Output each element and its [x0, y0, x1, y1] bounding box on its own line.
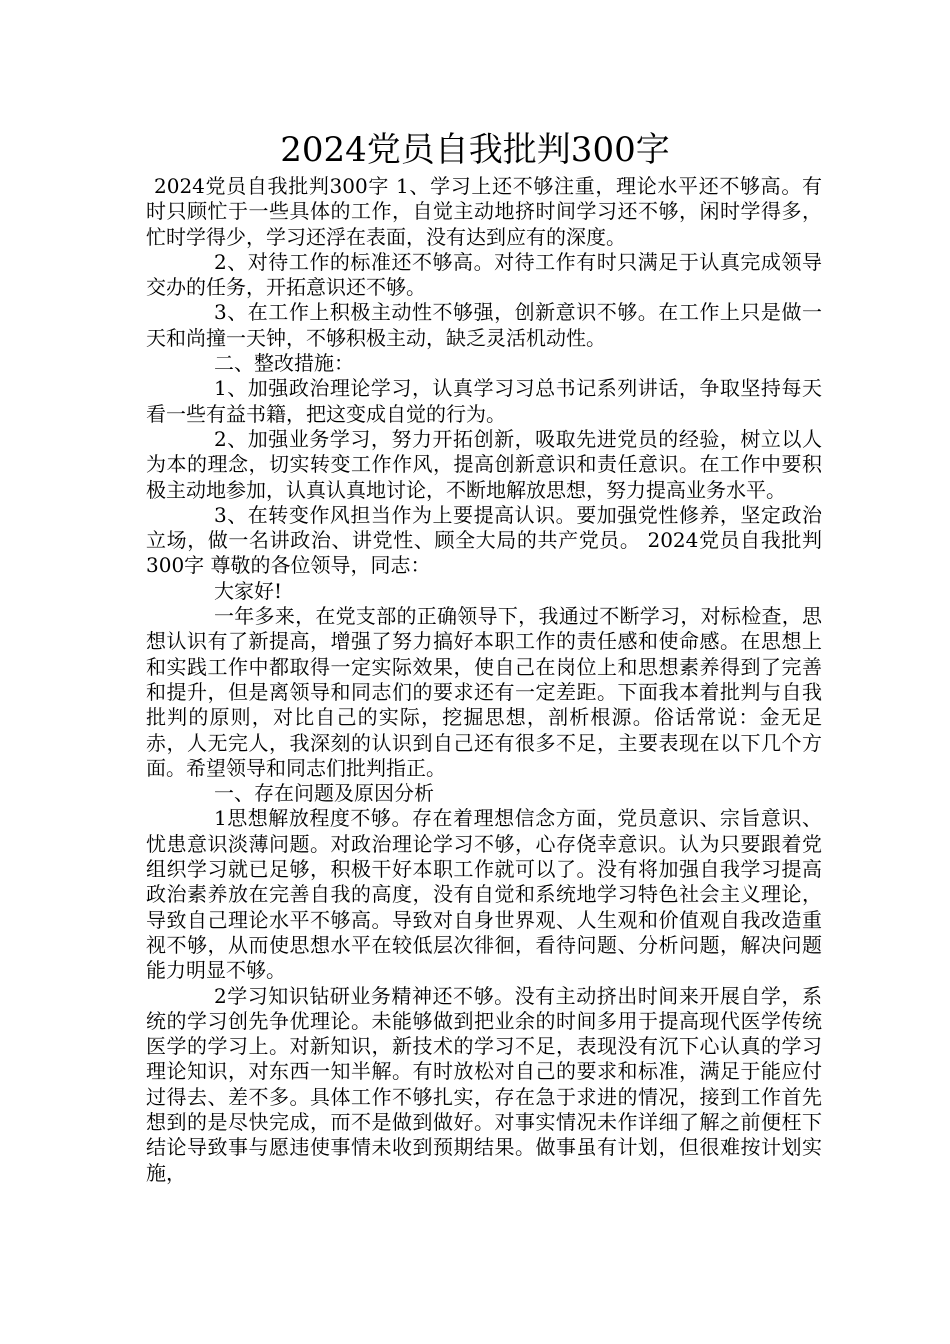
- document-body: [146, 174, 822, 1186]
- paragraph: 3、在转变作风担当作为上要提高认识。要加强党性修养，坚定政治立场，做一名讲政治、讲党性、顾全大局的共产党员。 2024党员自我批判300字 尊敬的各位领导，同志：: [146, 502, 822, 578]
- paragraph: 一年多来，在党支部的正确领导下，我通过不断学习，对标检查，思想认识有了新提高，增强了努力搞好本职工作的责任感和使命感。在思想上和实践工作中都取得一定实际效果，使自己在岗位上和思想素养得到了完善和提升，但是离领导和同志们的要求还有一定差距。下面我本着批判与自我批判的原则，对比自己的实际，挖掘思想，剖析根源。俗话常说：金无足赤，人无完人，我深刻的认识到自己还有很多不足，主要表现在以下几个方面。希望领导和同志们批判指正。: [146, 604, 822, 780]
- paragraph: 3、在工作上积极主动性不够强，创新意识不够。在工作上只是做一天和尚撞一天钟，不够积极主动，缺乏灵活机动性。: [146, 300, 822, 350]
- section-heading: 二、整改措施：: [214, 351, 354, 376]
- paragraph: 1思想解放程度不够。存在着理想信念方面，党员意识、宗旨意识、忧患意识淡薄问题。对政治理论学习不够，心存侥幸意识。认为只要跟着党组织学习就已足够，积极干好本职工作就可以了。没有将加强自我学习提高政治素养放在完善自我的高度，没有自觉和系统地学习特色社会主义理论，导致自己理论水平不够高。导致对自身世界观、人生观和价值观自我改造重视不够，从而使思想水平在较低层次徘徊，看待问题、分析问题，解决问题能力明显不够。: [146, 806, 822, 983]
- document-title: 2024党员自我批判300字: [280, 130, 670, 170]
- paragraph: 2、对待工作的标准还不够高。对待工作有时只满足于认真完成领导交办的任务，开拓意识还不够。: [146, 249, 822, 300]
- paragraph: 2024党员自我批判300字 1、学习上还不够注重，理论水平还不够高。有时只顾忙于一些具体的工作，自觉主动地挤时间学习还不够，闲时学得多，忙时学得少，学习还浮在表面，没有达到应有的深度。: [146, 174, 822, 249]
- paragraph: 2学习知识钻研业务精神还不够。没有主动挤出时间来开展自学，系统的学习创先争优理论。未能够做到把业余的时间多用于提高现代医学传统医学的学习上。对新知识，新技术的学习不足，表现没有沉下心认真的学习理论知识，对东西一知半解。有时放松对自己的要求和标准，满足于能应付过得去、差不多。具体工作不够扎实，存在急于求进的情况，接到工作首先想到的是尽快完成，而不是做到做好。对事实情况未作详细了解之前便枉下结论导致事与愿违使事情未收到预期结果。做事虽有计划，但很难按计划实施，: [146, 983, 822, 1185]
- paragraph: 1、加强政治理论学习，认真学习习总书记系列讲话，争取坚持每天看一些有益书籍，把这变成自觉的行为。: [146, 376, 822, 426]
- section-heading: 一、存在问题及原因分析: [214, 781, 434, 806]
- paragraph: 2、加强业务学习，努力开拓创新，吸取先进党员的经验，树立以人为本的理念，切实转变工作作风，提高创新意识和责任意识。在工作中要积极主动地参加，认真认真地讨论，不断地解放思想，努力提高业务水平。: [146, 426, 822, 502]
- greeting: 大家好!: [214, 578, 283, 603]
